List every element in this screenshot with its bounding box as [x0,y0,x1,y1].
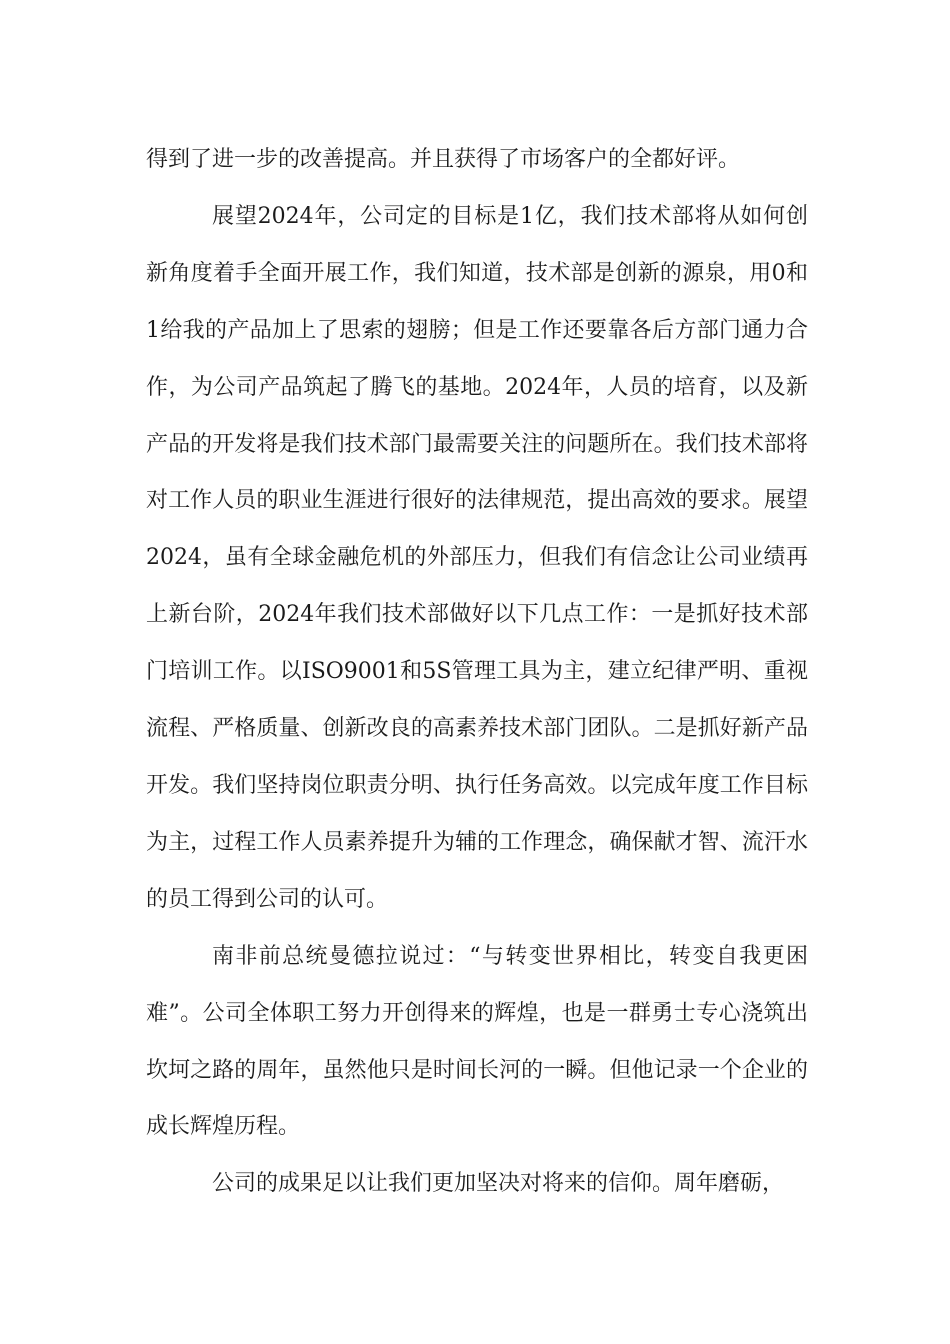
paragraph-outlook-2024: 展望2024年，公司定的目标是1亿，我们技术部将从如何创新角度着手全面开展工作，我们知道，技术部是创新的源泉，用0和1给我的产品加上了思索的翅膀；但是工作还要靠各后方部门通力合作，为公司产品筑起了腾飞的基地。2024年，人员的培育，以及新产品的开发将是我们技术部门最需要关注的问题所在。我们技术部将对工作人员的职业生涯进行很好的法律规范，提出高效的要求。展望2024，虽有全球金融危机的外部压力，但我们有信念让公司业绩再上新台阶，2024年我们技术部做好以下几点工作：一是抓好技术部门培训工作。以ISO9001和5S管理工具为主，建立纪律严明、重视流程、严格质量、创新改良的高素养技术部门团队。二是抓好新产品开发。我们坚持岗位职责分明、执行任务高效。以完成年度工作目标为主，过程工作人员素养提升为辅的工作理念，确保献才智、流汗水的员工得到公司的认可。 [146,203,808,912]
document-body [146,132,808,1213]
paragraph-continuation: 得到了进一步的改善提高。并且获得了市场客户的全都好评。 [146,147,741,172]
paragraph-company-achievements: 公司的成果足以让我们更加坚决对将来的信仰。周年磨砺， [212,1171,785,1197]
paragraph-mandela-quote: 南非前总统曼德拉说过：“与转变世界相比，转变自我更困难”。公司全体职工努力开创得来的辉煌，也是一群勇士专心浇筑出坎坷之路的周年，虽然他只是时间长河的一瞬。但他记录一个企业的成长辉煌历程。 [146,943,808,1140]
